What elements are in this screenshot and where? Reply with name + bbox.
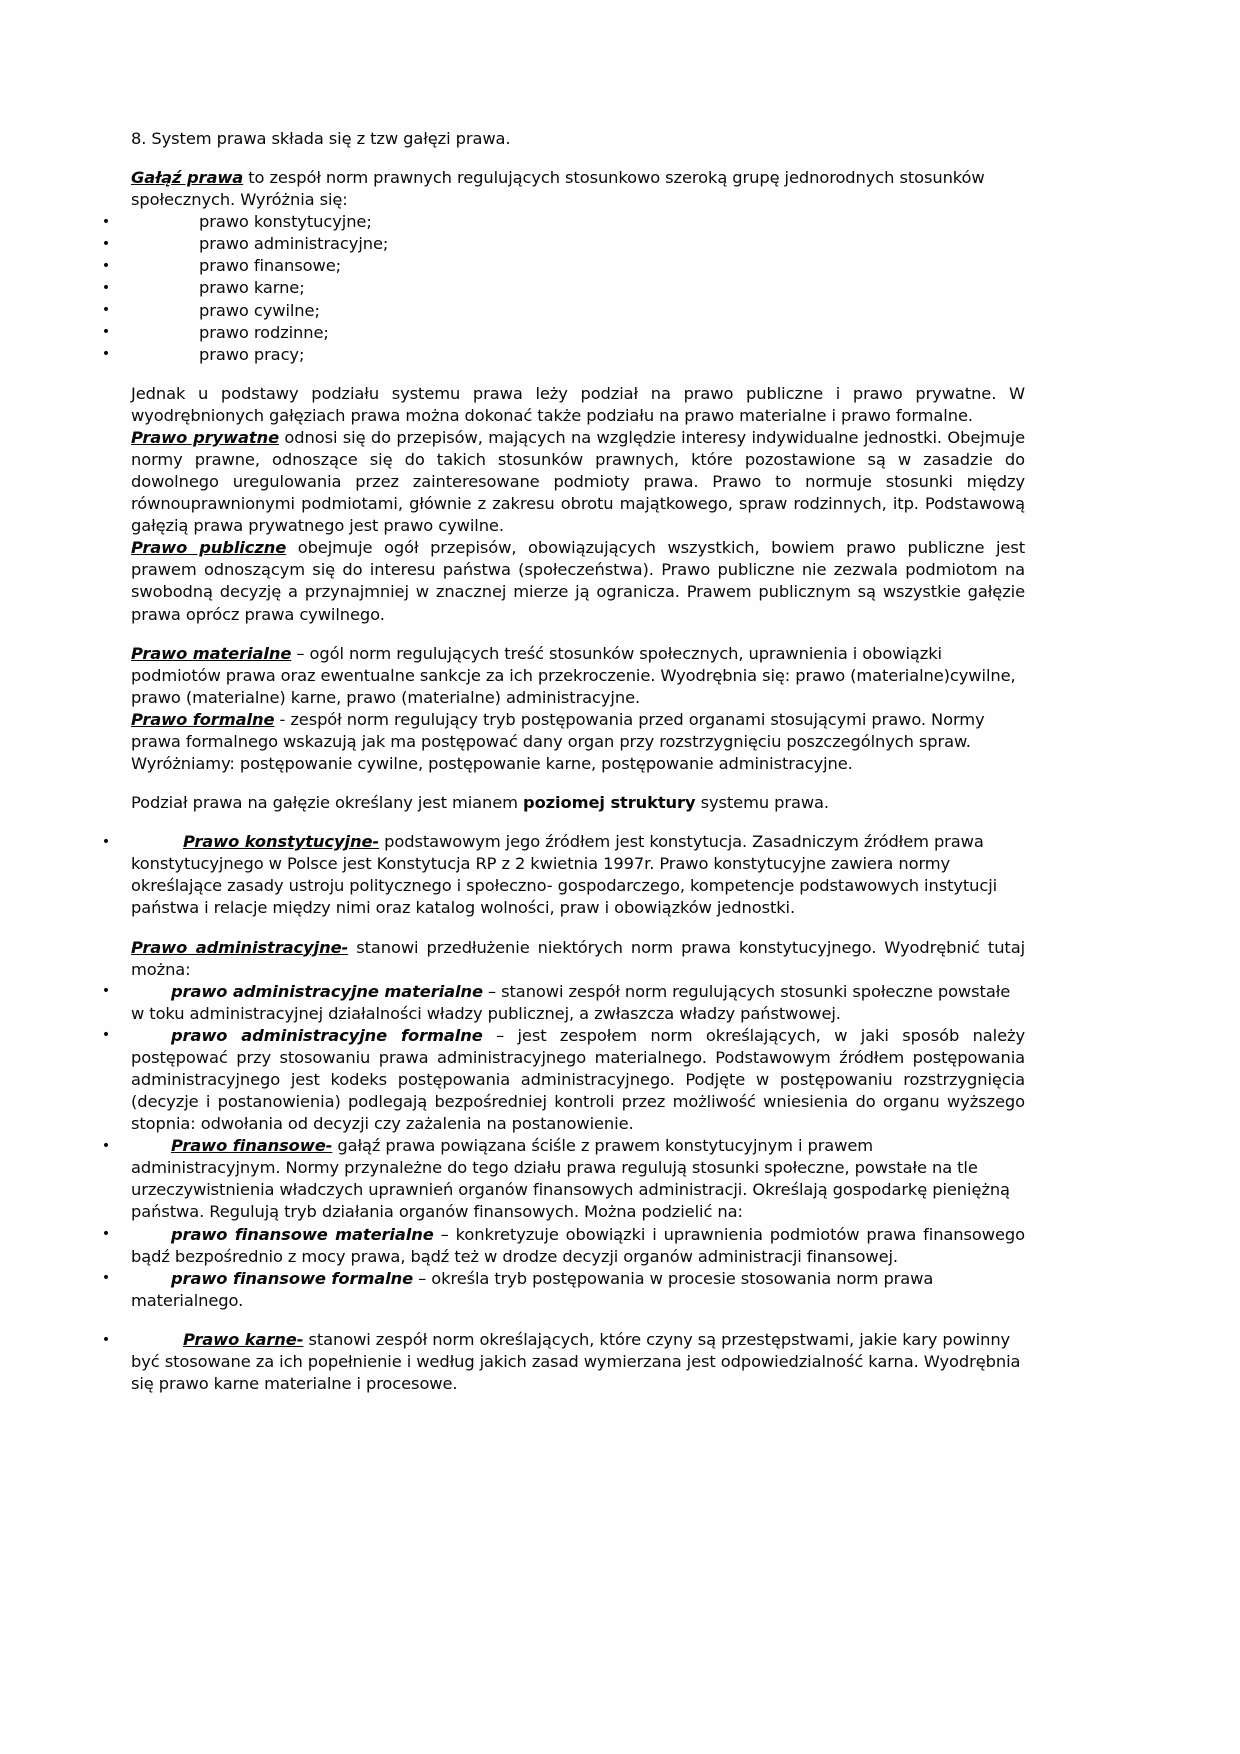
branch-definition-text: to zespół norm prawnych regulujących stosunkowo szeroką grupę jednorodnych stosunków społecznych. Wyróżnia się: <box>131 168 985 210</box>
bullet-icon: • <box>101 324 111 341</box>
administrative-formal-text: – jest zespołem norm określających, w jaki sposób należy postępować przy stosowaniu prawa administracyjnego materialnego. Podstawowym źródłem postępowania administracyjnego jest kodeks postępowania administracyjnego. Podjęte w postępowaniu rozstrzygnięcia (decyzje i postanowienia) podlegają bezpośredniej kontroli przez możliwość wniesienia do organu wyższego stopnia: odwołania od decyzji czy zażalenia na postanowienie. <box>131 1025 1025 1134</box>
branch-label: prawo pracy; <box>199 344 305 364</box>
list-item <box>101 211 1025 233</box>
substantive-law-text: – ogól norm regulujących treść stosunków społecznych, uprawnienia i obowiązki podmiotów prawa oraz ewentualne sankcje za ich przekroczenie. Wyodrębnia się: prawo (materialne)cywilne, prawo (materialne) karne, prawo (materialne) administracyjne. <box>131 643 1016 707</box>
bullet-icon: • <box>101 213 111 230</box>
list-item <box>101 344 1025 366</box>
public-law-text: obejmuje ogół przepisów, obowiązujących wszystkich, bowiem prawo publiczne jest prawem odnoszącym się do interesu państwa (społeczeństwa). Prawo publiczne nie zezwala podmiotom na swobodną decyzję a przynajmniej w znacznej mierze ją ogranicza. Prawem publicznym są wszystkie gałęzie prawa oprócz prawa cywilnego. <box>131 538 1025 624</box>
term-prawo-konstytucyjne: Prawo konstytucyjne- <box>183 832 380 852</box>
bullet-icon: • <box>101 1331 111 1348</box>
bullet-icon: • <box>101 235 111 252</box>
term-prawo-formalne: Prawo formalne <box>131 709 275 729</box>
list-item <box>101 233 1025 255</box>
section-financial-formal <box>101 1268 1025 1312</box>
financial-material-text: – konkretyzuje obowiązki i uprawnienia podmiotów prawa finansowego bądź bezpośrednio z mocy prawa, bądź też w drodze decyzji organów administracji finansowej. <box>131 1224 1025 1266</box>
administrative-law-intro-text: stanowi przedłużenie niektórych norm prawa konstytucyjnego. Wyodrębnić tutaj można: <box>131 937 1025 979</box>
branch-label: prawo administracyjne; <box>199 234 389 254</box>
bullet-icon: • <box>101 833 111 850</box>
criminal-law-text: stanowi zespół norm określających, które czyny są przestępstwami, jakie kary powinny być stosowane za ich popełnienie i według jakich zasad wymierzana jest odpowiedzialność karna. Wyodrębnia się prawo karne materialne i procesowe. <box>131 1329 1021 1393</box>
private-law-text: odnosi się do przepisów, mających na względzie interesy indywidualne jednostki. Obejmuje normy prawne, odnoszące się do takich stosunków prawnych, które pozostawione są w zasadzie do dowolnego uregulowania przez zainteresowane podmioty prawa. Prawo to normuje stosunki między równouprawnionymi podmiotami, głównie z zakresu obrotu majątkowego, spraw rodzinnych, itp. Podstawową gałęzią prawa prywatnego jest prawo cywilne. <box>131 427 1025 536</box>
term-prawo-finansowe: Prawo finansowe- <box>171 1136 333 1156</box>
section-administrative-material <box>101 981 1025 1025</box>
list-item <box>101 277 1025 299</box>
bullet-icon: • <box>101 983 111 1000</box>
horizontal-structure-suffix: systemu prawa. <box>695 793 830 813</box>
formal-law-text: - zespół norm regulujący tryb postępowania przed organami stosującymi prawo. Normy prawa formalnego wskazują jak ma postępować dany organ przy rozstrzygnięciu poszczególnych spraw. Wyróżniamy: postępowanie cywilne, postępowanie karne, postępowanie administracyjne. <box>131 709 985 774</box>
constitutional-law-text: podstawowym jego źródłem jest konstytucja. Zasadniczym źródłem prawa konstytucyjnego w Polsce jest Konstytucja RP z 2 kwietnia 1997r. Prawo konstytucyjne zawiera normy określające zasady ustroju politycznego i społeczno- gospodarczego, kompetencje podstawowych instytucji państwa i relacje między nimi oraz katalog wolności, praw i obowiązków jednostki. <box>131 832 998 918</box>
administrative-material-body <box>131 981 1025 1025</box>
bullet-icon: • <box>101 280 111 297</box>
bullet-icon: • <box>101 1226 111 1243</box>
bullet-icon: • <box>101 1137 111 1154</box>
private-law-paragraph <box>131 427 1025 537</box>
formal-law-paragraph <box>131 709 1025 775</box>
division-paragraph: Jednak u podstawy podziału systemu prawa leży podział na prawo publiczne i prawo prywatne. W wyodrębnionych gałęziach prawa można dokonać także podziału na prawo materialne i prawo formalne. <box>131 383 1025 425</box>
branch-label: prawo konstytucyjne; <box>199 212 372 232</box>
financial-law-text: gałąź prawa powiązana ściśle z prawem konstytucyjnym i prawem administracyjnym. Normy przynależne do tego działu prawa regulują stosunki społeczne, powstałe na tle urzeczywistnienia władczych uprawnień organów finansowych administracji. Określają gospodarkę pieniężną państwa. Regulują tryb działania organów finansowych. Można podzielić na: <box>131 1136 1010 1222</box>
term-prawo-administracyjne: Prawo administracyjne- <box>131 937 349 957</box>
public-law-paragraph <box>131 537 1025 625</box>
section-criminal-law <box>101 1329 1025 1395</box>
term-galaz-prawa: Gałąź prawa <box>131 168 244 188</box>
list-item <box>101 300 1025 322</box>
term-prawo-finansowe-formalne: prawo finansowe formalne <box>171 1268 414 1288</box>
section-financial-law <box>101 1135 1025 1223</box>
list-item <box>101 255 1025 277</box>
horizontal-structure-paragraph <box>131 792 1025 814</box>
page-title: 8. System prawa składa się z tzw gałęzi prawa. <box>131 129 511 148</box>
branch-label: prawo karne; <box>199 278 305 298</box>
horizontal-structure-emphasis: poziomej struktury <box>523 793 696 813</box>
term-prawo-publiczne: Prawo publiczne <box>131 538 287 558</box>
branch-definition-paragraph <box>131 167 1025 211</box>
substantive-law-paragraph <box>131 643 1025 709</box>
financial-formal-text: – określa tryb postępowania w procesie stosowania norm prawa materialnego. <box>131 1268 934 1310</box>
section-financial-material <box>101 1224 1025 1268</box>
term-prawo-materialne: Prawo materialne <box>131 643 292 663</box>
administrative-law-intro <box>131 937 1025 981</box>
bullet-icon: • <box>101 258 111 275</box>
criminal-law-body <box>131 1329 1025 1395</box>
branch-label: prawo rodzinne; <box>199 322 329 342</box>
term-prawo-karne: Prawo karne- <box>183 1329 304 1349</box>
section-constitutional-law <box>101 831 1025 919</box>
branch-label: prawo cywilne; <box>199 300 320 320</box>
section-administrative-formal <box>101 1025 1025 1135</box>
financial-formal-body <box>131 1268 1025 1312</box>
bullet-icon: • <box>101 1027 111 1044</box>
financial-material-body <box>131 1224 1025 1268</box>
document-body <box>101 128 1025 1395</box>
branches-list <box>101 211 1025 366</box>
list-item <box>101 322 1025 344</box>
term-prawo-administracyjne-formalne: prawo administracyjne formalne <box>171 1025 483 1045</box>
branch-label: prawo finansowe; <box>199 256 341 276</box>
administrative-material-text: – stanowi zespół norm regulujących stosunki społeczne powstałe w toku administracyjnej działalności władzy publicznej, a zwłaszcza władzy państwowej. <box>131 981 1011 1023</box>
bullet-icon: • <box>101 346 111 363</box>
administrative-formal-body <box>131 1025 1025 1135</box>
bullet-icon: • <box>101 1270 111 1287</box>
term-prawo-administracyjne-materialne: prawo administracyjne materialne <box>171 981 483 1001</box>
constitutional-law-body <box>131 831 1025 919</box>
financial-law-body <box>131 1135 1025 1223</box>
bullet-icon: • <box>101 302 111 319</box>
term-prawo-prywatne: Prawo prywatne <box>131 427 280 447</box>
term-prawo-finansowe-materialne: prawo finansowe materialne <box>171 1224 434 1244</box>
horizontal-structure-prefix: Podział prawa na gałęzie określany jest mianem <box>131 793 524 813</box>
